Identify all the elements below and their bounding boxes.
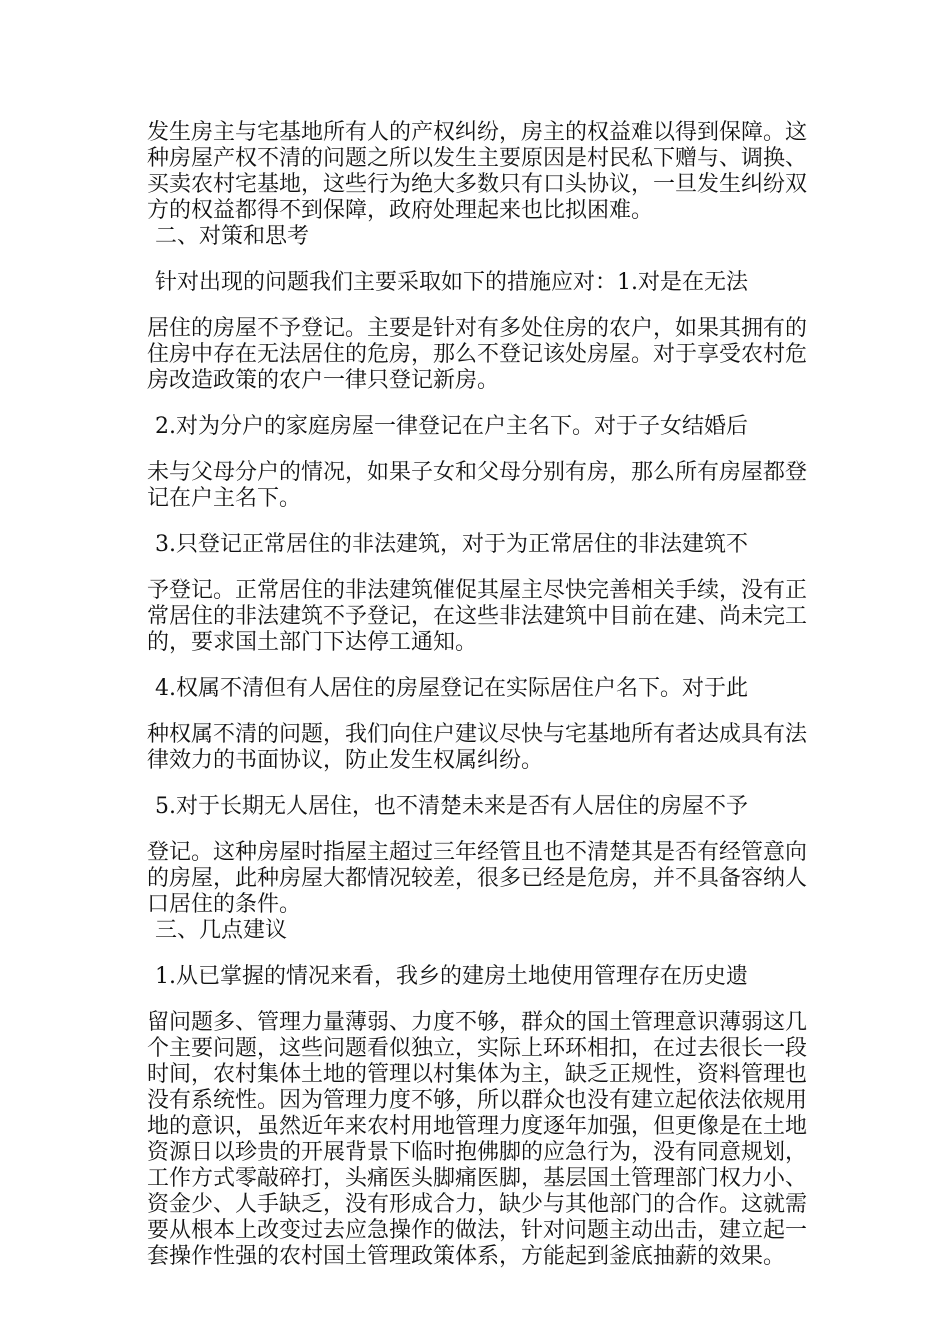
paragraph-lead-suggestion-1: 1.从已掌握的情况来看，我乡的建房土地使用管理存在历史遗 — [155, 964, 748, 989]
paragraph-gap — [147, 702, 807, 722]
paragraph-gap — [147, 990, 807, 1010]
paragraph-measure-5: 登记。这种房屋时指屋主超过三年经管且也不清楚其是否有经管意向的房屋，此种房屋大都情况较差，很多已经是危房，并不具备容纳人口居住的条件。 — [147, 840, 808, 917]
paragraph-gap — [147, 296, 807, 316]
paragraph-measure-2: 未与父母分户的情况，如果子女和父母分别有房，那么所有房屋都登记在户主名下。 — [147, 460, 808, 511]
paragraph-lead-5: 5.对于长期无人居住，也不清楚未来是否有人居住的房屋不予 — [155, 794, 748, 819]
paragraph-gap — [147, 394, 807, 414]
paragraph-measure-1: 居住的房屋不予登记。主要是针对有多处住房的农户，如果其拥有的住房中存在无法居住的危房，那么不登记该处房屋。对于享受农村危房改造政策的农户一律只登记新房。 — [147, 316, 808, 393]
paragraph-measure-3: 予登记。正常居住的非法建筑催促其屋主尽快完善相关手续，没有正常居住的非法建筑不予登记，在这些非法建筑中目前在建、尚未完工的，要求国土部门下达停工通知。 — [147, 578, 808, 655]
paragraph-1: 发生房主与宅基地所有人的产权纠纷，房主的权益难以得到保障。这种房屋产权不清的问题之所以发生主要原因是村民私下赠与、调换、买卖农村宅基地，这些行为绝大多数只有口头协议，一旦发生纠纷双方的权益都得不到保障，政府处理起来也比拟困难。 — [147, 120, 808, 223]
paragraph-gap — [147, 512, 807, 532]
document-body — [147, 120, 807, 1270]
paragraph-gap — [147, 250, 807, 270]
paragraph-lead-3: 3.只登记正常居住的非法建筑，对于为正常居住的非法建筑不 — [155, 532, 748, 557]
paragraph-gap — [147, 558, 807, 578]
paragraph-gap — [147, 656, 807, 676]
paragraph-measure-4: 种权属不清的问题，我们向住户建议尽快与宅基地所有者达成具有法律效力的书面协议，防止发生权属纠纷。 — [147, 722, 808, 773]
paragraph-gap — [147, 820, 807, 840]
paragraph-lead-2: 2.对为分户的家庭房屋一律登记在户主名下。对于子女结婚后 — [155, 414, 748, 439]
paragraph-suggestion-1: 留问题多、管理力量薄弱、力度不够，群众的国土管理意识薄弱这几个主要问题，这些问题看似独立，实际上环环相扣，在过去很长一段时间，农村集体土地的管理以村集体为主，缺乏正规性，资料管理也没有系统性。因为管理力度不够，所以群众也没有建立起依法依规用地的意识，虽然近年来农村用地管理力度逐年加强，但更像是在土地资源日以珍贵的开展背景下临时抱佛脚的应急行为，没有同意规划，工作方式零敲碎打，头痛医头脚痛医脚，基层国土管理部门权力小、资金少、人手缺乏，没有形成合力，缺少与其他部门的合作。这就需要从根本上改变过去应急操作的做法，针对问题主动出击，建立起一套操作性强的农村国土管理政策体系，方能起到釜底抽薪的效果。 — [147, 1010, 808, 1269]
paragraph-gap — [147, 944, 807, 964]
paragraph-lead-measures: 针对出现的问题我们主要采取如下的措施应对：1.对是在无法 — [155, 270, 748, 295]
paragraph-lead-4: 4.权属不清但有人居住的房屋登记在实际居住户名下。对于此 — [155, 676, 748, 701]
section-heading-3: 三、几点建议 — [155, 918, 288, 943]
paragraph-gap — [147, 440, 807, 460]
section-heading-2: 二、对策和思考 — [155, 224, 310, 249]
paragraph-gap — [147, 774, 807, 794]
